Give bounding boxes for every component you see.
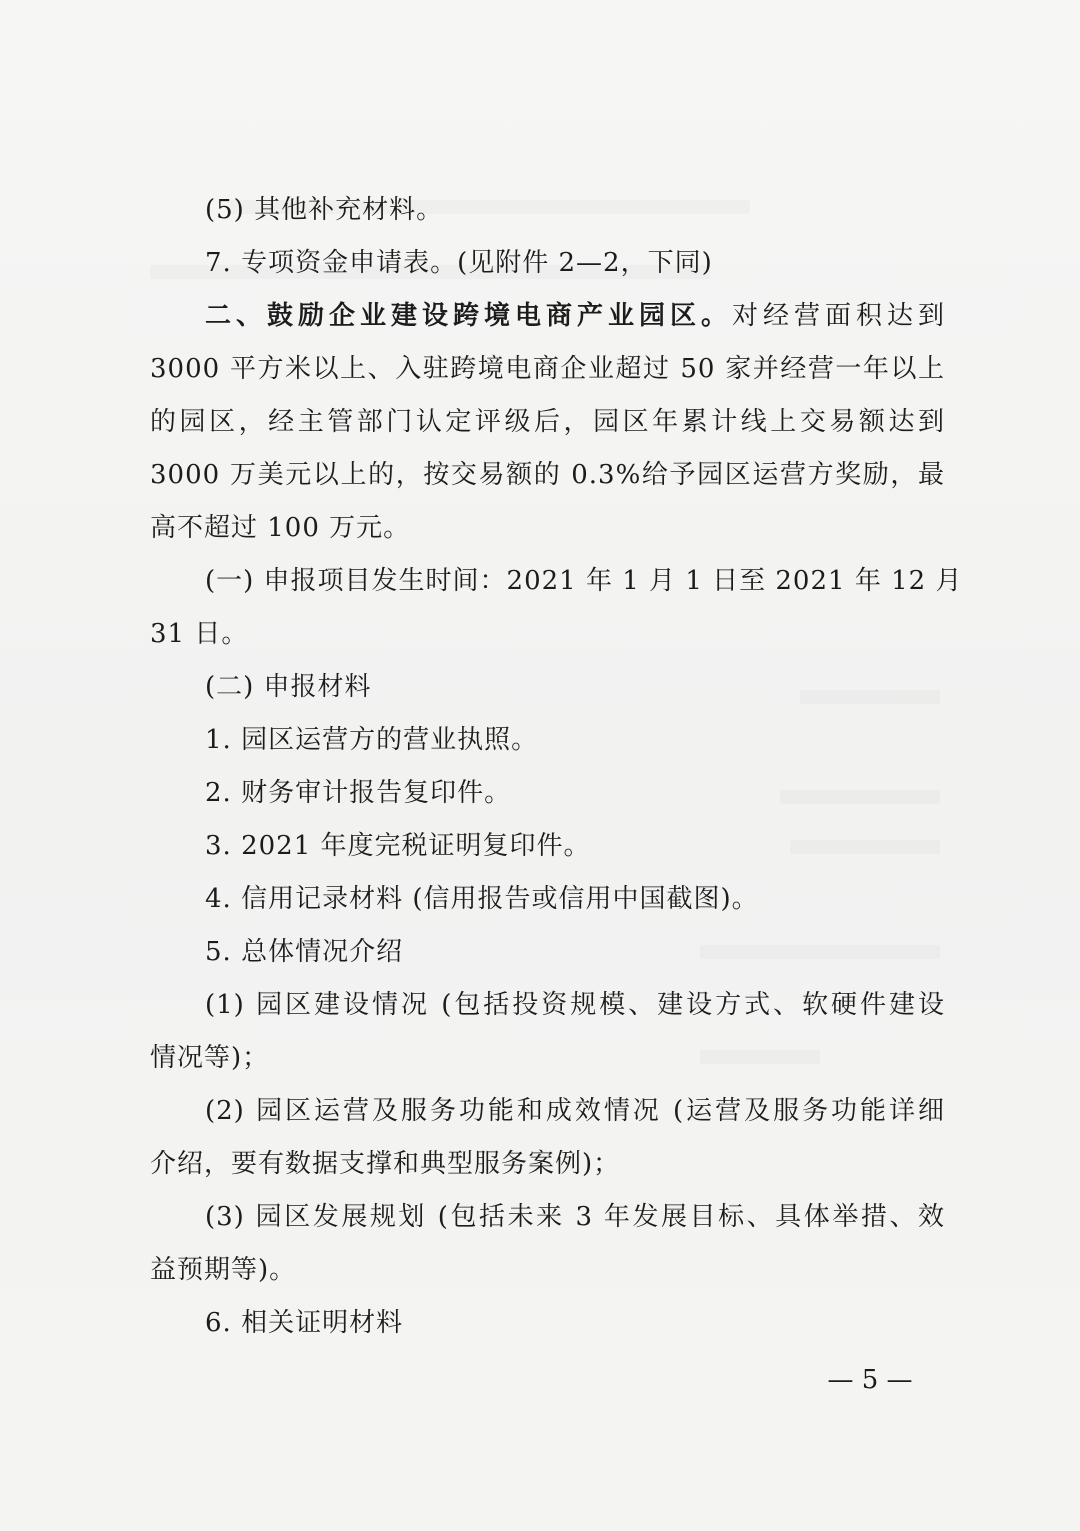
text-line: (一) 申报项目发生时间：2021 年 1 月 1 日至 2021 年 12 月 — [205, 566, 963, 596]
text-line: 介绍，要有数据支撑和典型服务案例)； — [150, 1149, 621, 1179]
page-number: — 5 — — [827, 1365, 913, 1395]
text-line: 1. 园区运营方的营业执照。 — [205, 725, 539, 755]
text-line: (5) 其他补充材料。 — [205, 195, 444, 225]
text-line: 6. 相关证明材料 — [205, 1308, 404, 1338]
text-line: 情况等)； — [150, 1043, 270, 1073]
section-heading: 二、鼓励企业建设跨境电商产业园区。 — [205, 301, 732, 331]
text-line: 的园区，经主管部门认定评级后，园区年累计线上交易额达到 — [150, 407, 945, 437]
text-line: 2. 财务审计报告复印件。 — [205, 778, 512, 808]
text-line: 3000 平方米以上、入驻跨境电商企业超过 50 家并经营一年以上 — [150, 354, 945, 384]
text-line: (2) 园区运营及服务功能和成效情况 (运营及服务功能详细 — [205, 1096, 945, 1126]
text-line: (1) 园区建设情况 (包括投资规模、建设方式、软硬件建设 — [205, 990, 945, 1020]
text-line: 高不超过 100 万元。 — [150, 513, 411, 543]
text-line: 3. 2021 年度完税证明复印件。 — [205, 831, 591, 861]
text-line: (3) 园区发展规划 (包括未来 3 年发展目标、具体举措、效 — [205, 1202, 945, 1232]
text-line: 31 日。 — [150, 619, 249, 649]
text-line: 益预期等)。 — [150, 1255, 297, 1285]
text-line: 7. 专项资金申请表。(见附件 2—2，下同) — [205, 248, 713, 278]
section-heading-line — [205, 296, 945, 336]
subsection-heading: (二) 申报材料 — [205, 672, 372, 702]
text-line: 4. 信用记录材料 (信用报告或信用中国截图)。 — [205, 884, 759, 914]
text-line: 3000 万美元以上的，按交易额的 0.3%给予园区运营方奖励，最 — [150, 460, 945, 490]
text-line: 5. 总体情况介绍 — [205, 937, 404, 967]
text-line: 对经营面积达到 — [731, 301, 945, 331]
